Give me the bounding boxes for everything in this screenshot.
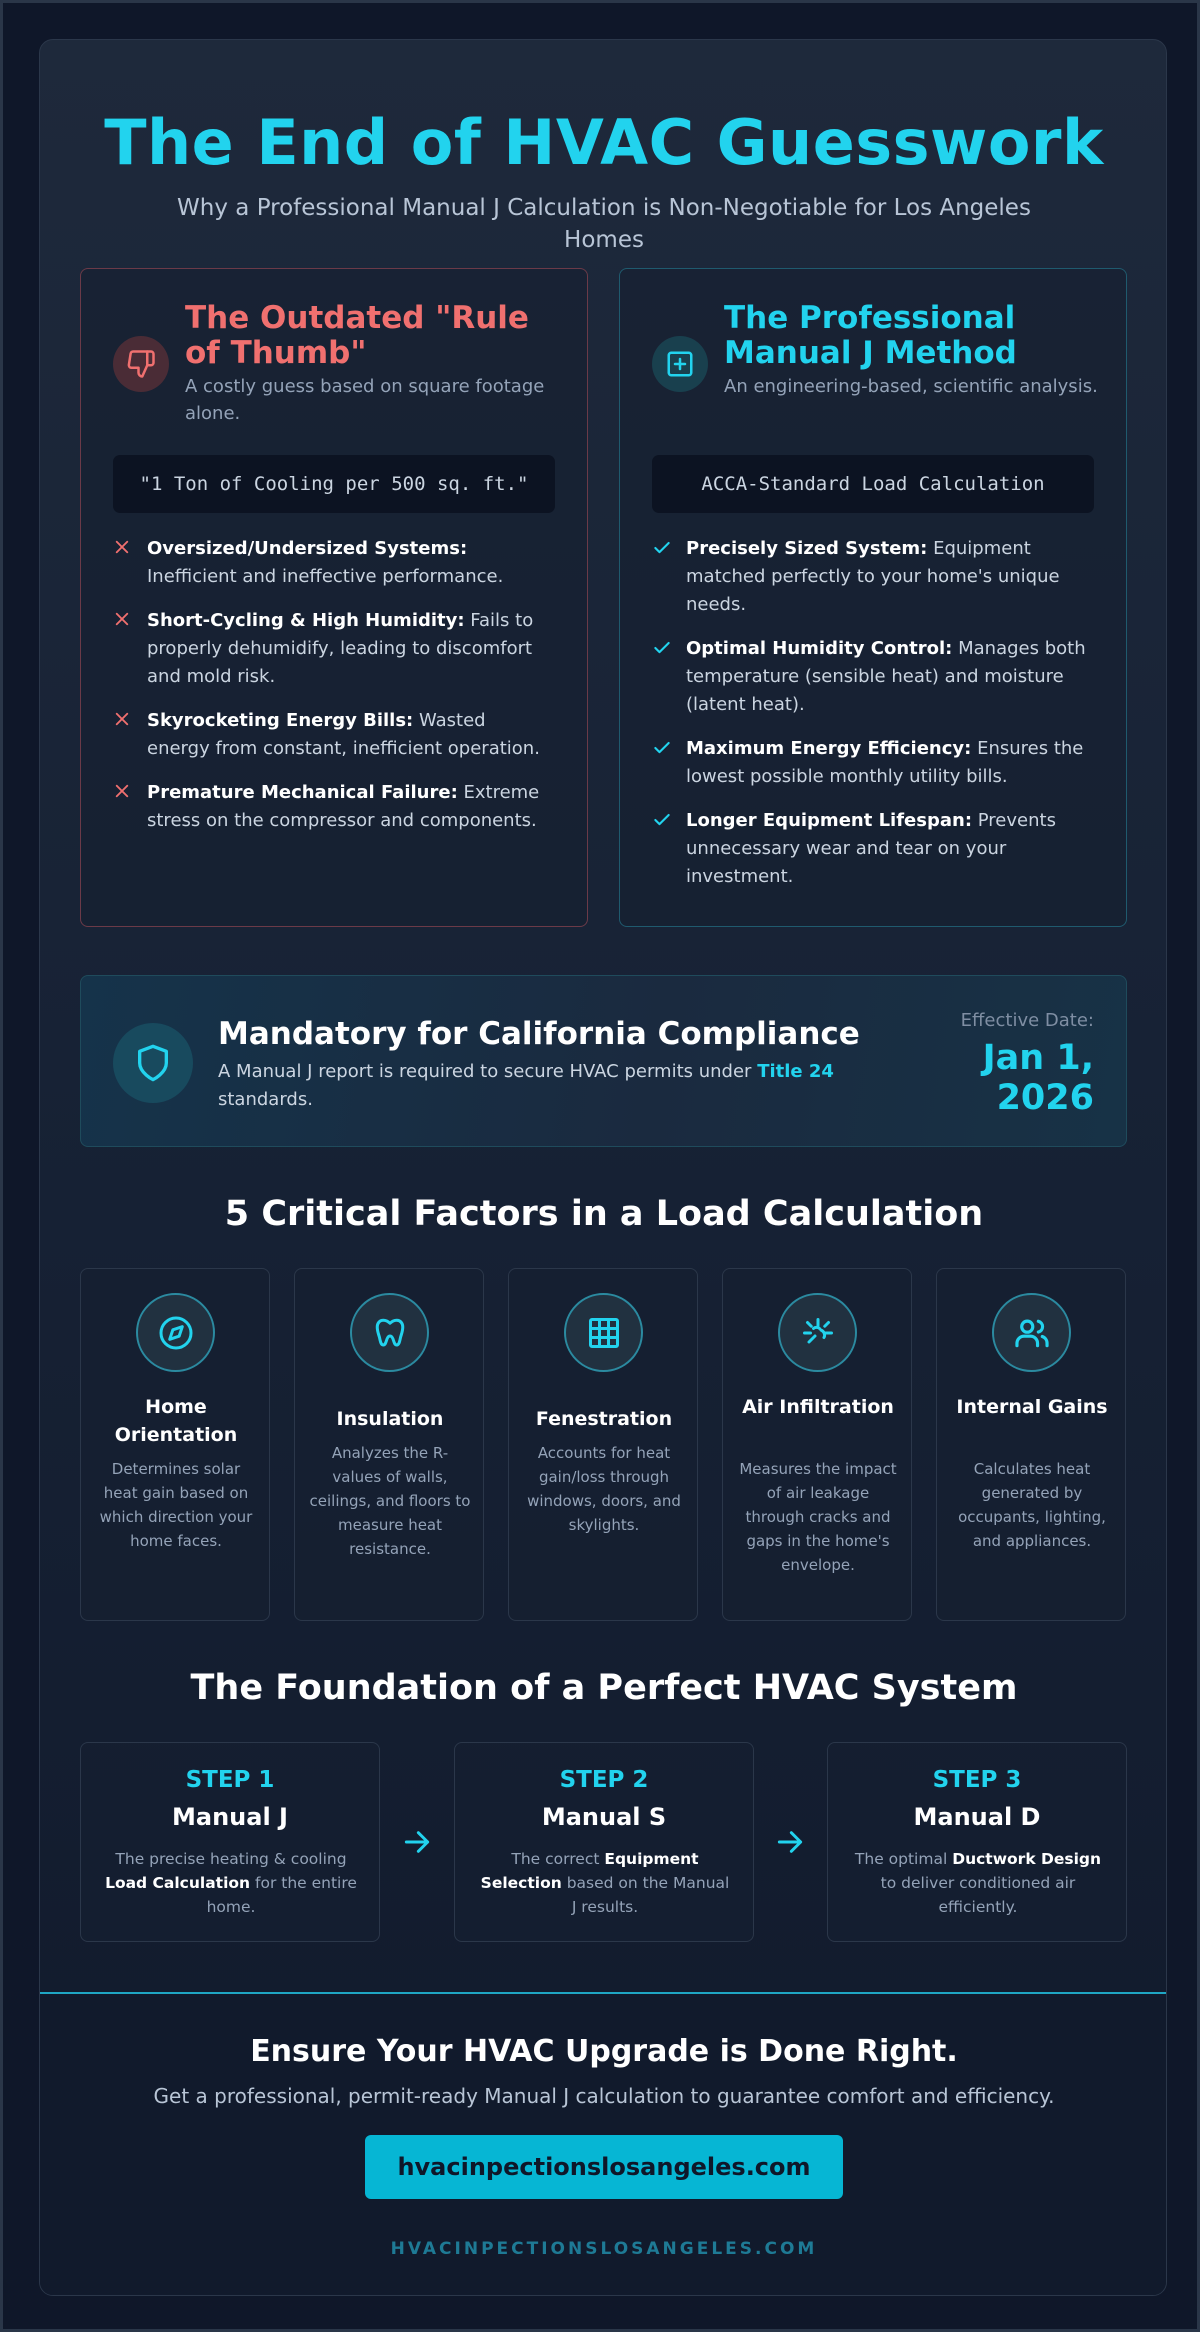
step-text <box>105 1847 357 1919</box>
list-item <box>113 707 553 763</box>
step-card-manual-s <box>454 1742 754 1942</box>
step-text-end: for the entire home. <box>206 1874 357 1916</box>
check-icon <box>652 735 686 791</box>
shield-icon <box>113 1023 193 1103</box>
manual-j-subtitle: An engineering-based, scientific analysis. <box>724 376 1098 397</box>
step-name: Manual J <box>172 1803 288 1831</box>
cta-title: Ensure Your HVAC Upgrade is Done Right. <box>250 2034 958 2069</box>
factor-text: Measures the impact of air leakage through cracks and gaps in the home's envelope. <box>739 1460 897 1574</box>
step-number: STEP 3 <box>932 1767 1022 1793</box>
website-button[interactable]: hvacinpectionslosangeles.com <box>365 2135 843 2199</box>
effective-date-label: Effective Date: <box>960 1010 1094 1031</box>
cta-section <box>40 1992 1167 2296</box>
list-item <box>652 635 1092 719</box>
rule-of-thumb-subtitle: A costly guess based on square footage alone. <box>185 376 545 424</box>
list-item <box>113 535 553 591</box>
manual-j-title: The Professional Manual J Method <box>724 300 1017 371</box>
step-text <box>479 1847 731 1919</box>
manual-j-panel <box>619 268 1127 927</box>
arrow-right-icon <box>774 1826 806 1858</box>
factor-text: Analyzes the R-values of walls, ceilings, and floors to measure heat resistance. <box>309 1444 471 1558</box>
list-item <box>652 535 1092 619</box>
arrow-right-icon <box>401 1826 433 1858</box>
effective-date: Jan 1, 2026 <box>982 1038 1094 1118</box>
item-bold: Maximum Energy Efficiency: <box>686 738 972 759</box>
compliance-text-start: A Manual J report is required to secure HVAC permits under <box>218 1061 758 1082</box>
page-subtitle: Why a Professional Manual J Calculation is Non-Negotiable for Los Angeles Homes <box>177 195 1031 253</box>
infographic-card <box>39 39 1167 2296</box>
insulation-icon <box>350 1293 429 1372</box>
list-item <box>113 779 553 835</box>
compliance-text <box>218 1058 858 1114</box>
footer-url: HVACINPECTIONSLOSANGELES.COM <box>390 2239 818 2259</box>
factor-card-orientation <box>80 1268 270 1621</box>
list-item <box>113 607 553 691</box>
step-text-start: The optimal <box>854 1850 953 1868</box>
title-24-highlight: Title 24 <box>757 1061 834 1082</box>
step-name: Manual S <box>541 1803 667 1831</box>
step-number: STEP 1 <box>185 1767 275 1793</box>
rule-of-thumb-formula: "1 Ton of Cooling per 500 sq. ft." <box>113 455 555 513</box>
step-text-start: The correct <box>511 1850 605 1868</box>
step-number: STEP 2 <box>559 1767 649 1793</box>
factor-card-internal-gains <box>936 1268 1126 1621</box>
item-bold: Premature Mechanical Failure: <box>147 782 458 803</box>
check-icon <box>652 635 686 719</box>
item-text: Equipment matched perfectly to your home's unique needs. <box>686 538 1060 615</box>
item-bold: Skyrocketing Energy Bills: <box>147 710 414 731</box>
step-text <box>852 1847 1104 1919</box>
compliance-text-end: standards. <box>218 1089 313 1110</box>
compliance-title: Mandatory for California Compliance <box>218 1016 860 1052</box>
factors-heading: 5 Critical Factors in a Load Calculation <box>224 1194 984 1234</box>
x-icon <box>113 535 147 591</box>
rule-of-thumb-panel <box>80 268 588 927</box>
x-icon <box>113 707 147 763</box>
step-text-bold: Equipment Selection <box>480 1850 699 1892</box>
item-bold: Precisely Sized System: <box>686 538 928 559</box>
compliance-banner <box>80 975 1127 1147</box>
cta-text: Get a professional, permit-ready Manual J calculation to guarantee comfort and efficiency. <box>153 2084 1055 2108</box>
item-text: Wasted energy from constant, inefficient operation. <box>147 710 540 759</box>
step-text-end: to deliver conditioned air efficiently. <box>880 1874 1076 1916</box>
item-text: Manages both temperature (sensible heat) and moisture (latent heat). <box>686 638 1086 715</box>
factor-title: Home Orientation <box>114 1396 238 1446</box>
item-bold: Short-Cycling & High Humidity: <box>147 610 465 631</box>
factor-title: Internal Gains <box>956 1396 1108 1418</box>
rule-of-thumb-title: The Outdated "Rule of Thumb" <box>185 300 529 371</box>
factor-card-insulation <box>294 1268 484 1621</box>
check-icon <box>652 535 686 619</box>
air-leak-icon <box>778 1293 857 1372</box>
factor-card-air-infiltration <box>722 1268 912 1621</box>
factor-title: Fenestration <box>535 1408 673 1430</box>
manual-j-standard: ACCA-Standard Load Calculation <box>652 455 1094 513</box>
rule-of-thumb-list <box>113 535 553 851</box>
compass-icon <box>136 1293 215 1372</box>
factor-text: Determines solar heat gain based on which direction your home faces. <box>99 1460 253 1550</box>
step-text-bold: Load Calculation <box>105 1874 251 1892</box>
thumbs-down-icon <box>113 336 169 392</box>
item-bold: Oversized/Undersized Systems: <box>147 538 468 559</box>
item-bold: Longer Equipment Lifespan: <box>686 810 973 831</box>
calculator-plus-icon <box>652 336 708 392</box>
list-item <box>652 735 1092 791</box>
steps-heading: The Foundation of a Perfect HVAC System <box>190 1668 1018 1708</box>
step-name: Manual D <box>913 1803 1041 1831</box>
factor-text: Accounts for heat gain/loss through windows, doors, and skylights. <box>527 1444 681 1534</box>
item-text: Prevents unnecessary wear and tear on your investment. <box>686 810 1056 887</box>
item-text: Extreme stress on the compressor and components. <box>147 782 540 831</box>
step-card-manual-d <box>827 1742 1127 1942</box>
users-icon <box>992 1293 1071 1372</box>
check-icon <box>652 807 686 891</box>
step-text-bold: Ductwork Design <box>952 1850 1102 1868</box>
window-grid-icon <box>564 1293 643 1372</box>
item-text: Ensures the lowest possible monthly utility bills. <box>686 738 1084 787</box>
manual-j-list <box>652 535 1092 907</box>
item-text: Fails to properly dehumidify, leading to discomfort and mold risk. <box>147 610 534 687</box>
factor-card-fenestration <box>508 1268 698 1621</box>
x-icon <box>113 779 147 835</box>
x-icon <box>113 607 147 691</box>
factor-text: Calculates heat generated by occupants, lighting, and appliances. <box>958 1460 1106 1550</box>
list-item <box>652 807 1092 891</box>
factor-title: Air Infiltration <box>742 1396 894 1418</box>
item-text: Inefficient and ineffective performance. <box>147 566 504 587</box>
step-text-start: The precise heating & cooling <box>115 1850 347 1868</box>
step-card-manual-j <box>80 1742 380 1942</box>
item-bold: Optimal Humidity Control: <box>686 638 953 659</box>
step-text-end: based on the Manual J results. <box>561 1874 730 1916</box>
factor-title: Insulation <box>336 1408 444 1430</box>
page-title: The End of HVAC Guesswork <box>104 106 1104 179</box>
